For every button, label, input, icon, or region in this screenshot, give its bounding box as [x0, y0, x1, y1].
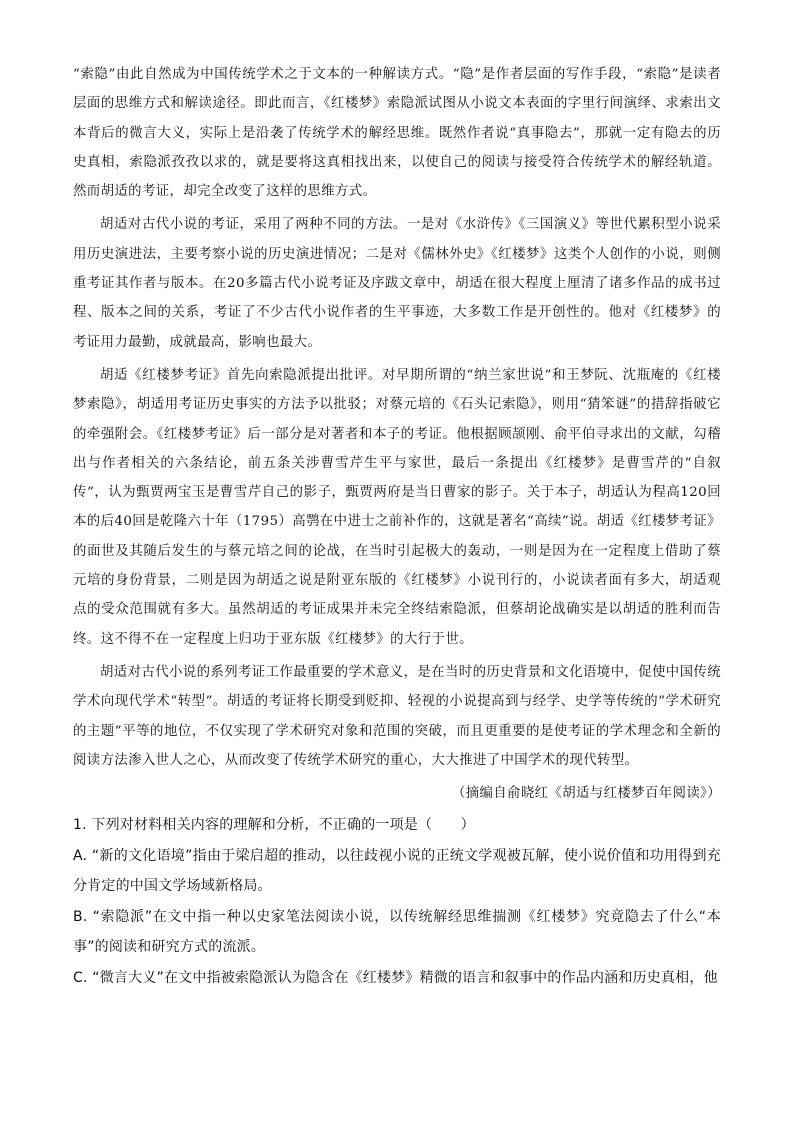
option-b: B. “索隐派”在文中指一种以史家笔法阅读小说，以传统解经思维揣测《红楼梦》究竟隐去了什么“本事”的阅读和研究方式的流派。 — [73, 908, 721, 956]
article-paragraph-2: 胡适对古代小说的考证，采用了两种不同的方法。一是对《水浒传》《三国演义》等世代累积型小说采用历史演进法，主要考察小说的历史演进情况；二是对《儒林外史》《红楼梦》这类个人创作的小说，则侧重考证其作者与版本。在20多篇古代小说考证及序跋文章中，胡适在很大程度上厘清了诸多作品的成书过程、版本之间的关系，考证了不少古代小说作者的生平事迹，大多数工作是开创性的。他对《红楼梦》的考证用力最勤，成就最高，影响也最大。 — [73, 217, 721, 350]
article-source: （摘编自俞晓红《胡适与红楼梦百年阅读》） — [451, 786, 721, 802]
option-a: A. “新的文化语境”指由于梁启超的推动，以往歧视小说的正统文学观被瓦解，使小说价值和功用得到充分肯定的中国文学场域新格局。 — [73, 847, 721, 895]
option-c: C. “微言大义”在文中指被索隐派认为隐含在《红楼梦》精微的语言和叙事中的作品内涵和历史真相，他 — [73, 969, 718, 986]
question-stem: 1. 下列对材料相关内容的理解和分析，不正确的一项是（ ） — [73, 817, 475, 834]
article-paragraph-3: 胡适《红楼梦考证》首先向索隐派提出批评。对早期所谓的“纳兰家世说”和王梦阮、沈瓶庵的《红楼梦索隐》，胡适用考证历史事实的方法予以批驳；对蔡元培的《石头记索隐》，则用“猜笨谜”的措辞指破它的牵强附会。《红楼梦考证》后一部分是对著者和本子的考证。他根据顾颉刚、俞平伯寻求出的文献，勾稽出与作者相关的六条结论，前五条关涉曹雪芹生平与家世，最后一条提出《红楼梦》是曹雪芹的“自叙传”，认为甄贾两宝玉是曹雪芹自己的影子，甄贾两府是当日曹家的影子。关于本子，胡适认为程高120回本的后40回是乾隆六十年（1795）高鹗在中进士之前补作的，这就是著名“高续”说。胡适《红楼梦考证》的面世及其随后发生的与蔡元培之间的论战，在当时引起极大的轰动，一则是因为在一定程度上借助了蔡元培的身份背景，二则是因为胡适之说是附亚东版的《红楼梦》小说刊行的，小说读者面有多大，胡适观点的受众范围就有多大。虽然胡适的考证成果并未完全终结索隐派，但蔡胡论战确实是以胡适的胜利而告终。这不得不在一定程度上归功于亚东版《红楼梦》的大行于世。 — [73, 367, 721, 647]
article-paragraph-1: “索隐”由此自然成为中国传统学术之于文本的一种解读方式。“隐”是作者层面的写作手段，“索隐”是读者层面的思维方式和解读途径。即此而言，《红楼梦》索隐派试图从小说文本表面的字里行间演绎、求索出文本背后的微言大义，实际上是沿袭了传统学术的解经思维。既然作者说“真事隐去”，那就一定有隐去的历史真相，索隐派孜孜以求的，就是要将这真相找出来，以使自己的阅读与接受符合传统学术的解经轨道。然而胡适的考证，却完全改变了这样的思维方式。 — [73, 67, 721, 200]
document-page — [73, 60, 721, 993]
article-paragraph-4: 胡适对古代小说的系列考证工作最重要的学术意义，是在当时的历史背景和文化语境中，促使中国传统学术向现代学术“转型”。胡适的考证将长期受到贬抑、轻视的小说提高到与经学、史学等传统的“学术研究的主题”平等的地位，不仅实现了学术研究对象和范围的突破，而且更重要的是使考证的学术理念和全新的阅读方法渗入世人之心，从而改变了传统学术研究的重心，大大推进了中国学术的现代转型。 — [73, 664, 721, 768]
